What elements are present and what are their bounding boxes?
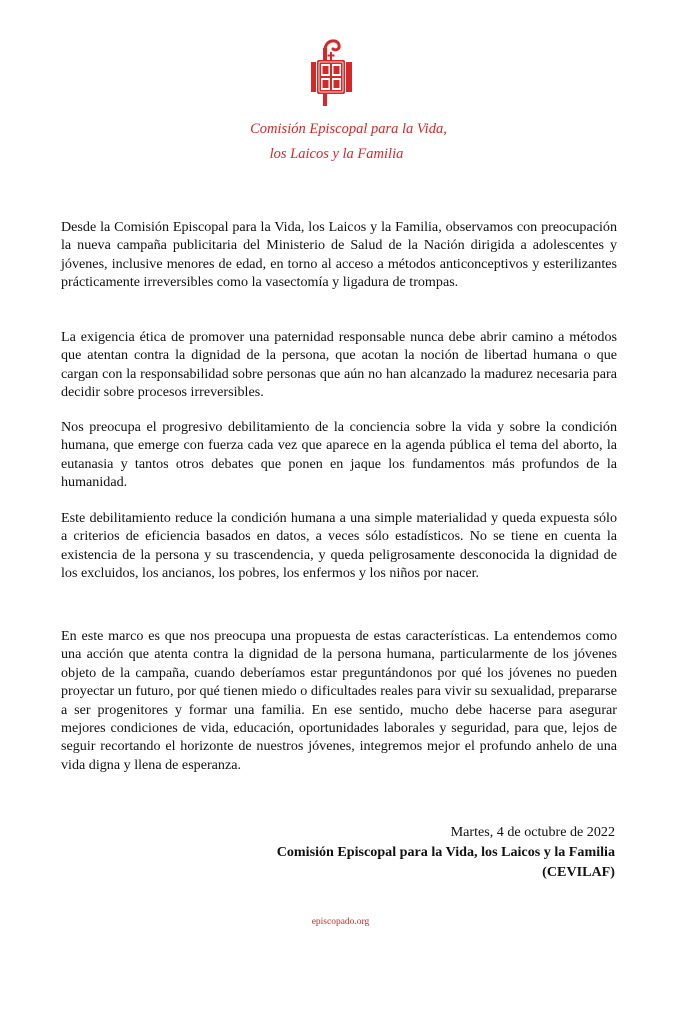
paragraph-1: Desde la Comisión Episcopal para la Vida, los Laicos y la Familia, observamos con preocupación la nueva campaña publicitaria del Ministerio de Salud de la Nación dirigida a adolescentes y jóvenes, inclusive menores de edad, en torno al acceso a métodos anticonceptivos y esterilizantes prácticamente irreversibles como la vasectomía y ligadura de trompas. [61, 219, 617, 291]
paragraph-4: Este debilitamiento reduce la condición humana a una simple materialidad y queda expuesta sólo a criterios de eficiencia basados en datos, a veces sólo estadísticos. No se tiene en cuenta la existencia de la persona y su trascendencia, y queda peligrosamente desconocida la dignidad de los excluidos, los ancianos, los pobres, los enfermos y los niños por nacer. [61, 510, 617, 582]
footer [0, 917, 681, 927]
crosier-cross-seal-icon [303, 36, 363, 108]
org-name-line2: los Laicos y la Familia [269, 146, 404, 162]
paragraph-2: La exigencia ética de promover una paternidad responsable nunca debe abrir camino a métodos que atentan contra la dignidad de la persona, que acotan la noción de libertad humana o que cargan con la responsabilidad sobre personas que aún no han alcanzado la madurez necesaria para decidir sobre procesos irreversibles. [61, 329, 617, 401]
paragraph-3: Nos preocupa el progresivo debilitamiento de la conciencia sobre la vida y sobre la condición humana, que emerge con fuerza cada vez que aparece en la agenda pública el tema del aborto, la eutanasia y tantos otros debates que ponen en jaque los fundamentos más profundos de la humanidad. [61, 419, 617, 491]
paragraph-5: En este marco es que nos preocupa una propuesta de estas características. La entendemos como una acción que atenta contra la dignidad de la persona humana, particularmente de los jóvenes objeto de la campaña, cuando deberíamos estar preguntándonos por qué los jóvenes no pueden proyectar un futuro, por qué tienen miedo o dificultades reales para vivir su sexualidad, prepararse a ser progenitores y formar una familia. En ese sentido, mucho debe hacerse para asegurar mejores condiciones de vida, educación, oportunidades laborales y seguridad, para que, lejos de seguir recortando el horizonte de nuestros jóvenes, integremos mejor el profundo anhelo de una vida digna y llena de esperanza. [61, 628, 617, 773]
signature-abbr: (CEVILAF) [542, 864, 615, 880]
footer-website: episcopado.org [311, 917, 370, 927]
signature-org: Comisión Episcopal para la Vida, los Laicos y la Familia [276, 844, 615, 860]
signature-date: Martes, 4 de octubre de 2022 [450, 824, 615, 840]
signature-block [277, 822, 615, 882]
org-name-line1: Comisión Episcopal para la Vida, [250, 121, 447, 137]
